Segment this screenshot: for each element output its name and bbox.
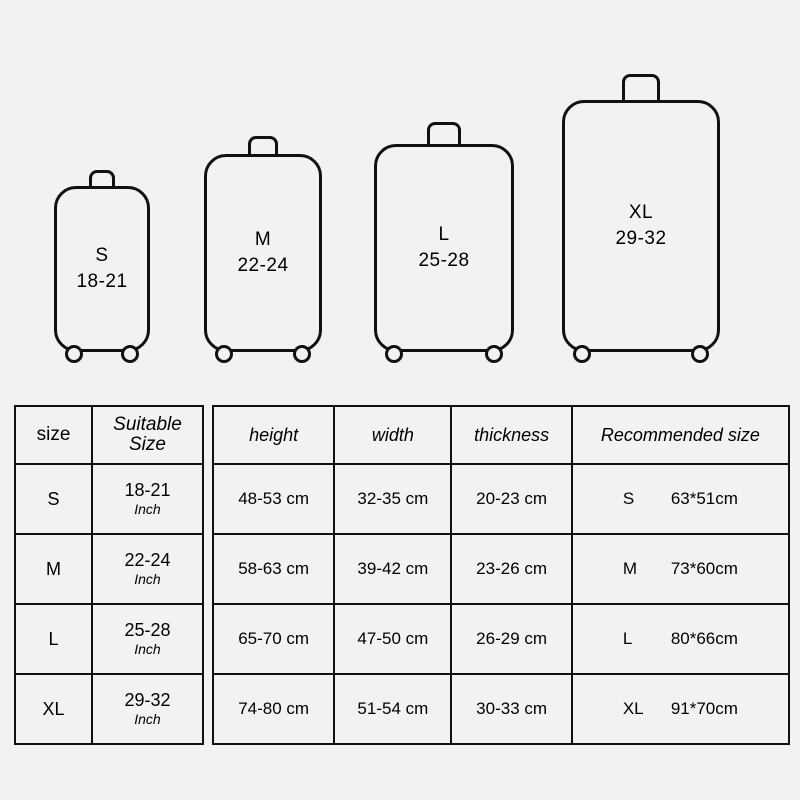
cell-inches-unit: Inch bbox=[134, 640, 161, 657]
table-row bbox=[15, 464, 203, 534]
suitcase-body-xl bbox=[562, 100, 720, 352]
cell-inches-unit: Inch bbox=[134, 710, 161, 727]
suitcase-label-m: M bbox=[254, 229, 272, 251]
suitcase-body-l bbox=[374, 144, 514, 352]
wheel-icon bbox=[573, 345, 591, 363]
header-suitable-size: Suitable Size bbox=[92, 406, 203, 464]
header-thickness: thickness bbox=[451, 406, 571, 464]
suitcase-range-xl: 29-32 bbox=[615, 228, 667, 249]
cell-recommended bbox=[572, 604, 789, 674]
suitcase-m bbox=[204, 154, 322, 352]
cell-height: 48-53 cm bbox=[213, 464, 334, 534]
wheel-icon bbox=[121, 345, 139, 363]
cell-recommended bbox=[572, 674, 789, 744]
cell-recommended-value: 63*51cm bbox=[670, 489, 738, 508]
cell-inches-unit: Inch bbox=[134, 570, 161, 587]
cell-suitable-size bbox=[92, 464, 203, 534]
cell-recommended-value: 73*60cm bbox=[670, 559, 738, 578]
cell-inches-value: 18-21 bbox=[124, 479, 171, 500]
cell-width: 47-50 cm bbox=[334, 604, 451, 674]
wheel-icon bbox=[65, 345, 83, 363]
suitcase-range-l: 25-28 bbox=[418, 250, 470, 271]
cell-height: 74-80 cm bbox=[213, 674, 334, 744]
cell-width: 51-54 cm bbox=[334, 674, 451, 744]
cell-recommended-size: M bbox=[622, 559, 637, 578]
wheel-icon bbox=[293, 345, 311, 363]
table-header-row bbox=[15, 406, 203, 464]
cell-size: L bbox=[15, 604, 92, 674]
size-chart-tables bbox=[14, 405, 790, 745]
wheel-icon bbox=[485, 345, 503, 363]
suitcase-label-xl: XL bbox=[628, 202, 654, 224]
cell-inches-value: 29-32 bbox=[124, 689, 171, 710]
table-row bbox=[213, 674, 789, 744]
cell-recommended-value: 91*70cm bbox=[670, 699, 738, 718]
suitcase-xl bbox=[562, 100, 720, 352]
suitcase-range-m: 22-24 bbox=[237, 255, 289, 276]
suitcase-s bbox=[54, 186, 150, 352]
cell-size: S bbox=[15, 464, 92, 534]
suitcase-body-m bbox=[204, 154, 322, 352]
cell-recommended-size: S bbox=[622, 489, 635, 508]
table-row bbox=[15, 604, 203, 674]
suitcase-range-s: 18-21 bbox=[76, 271, 128, 292]
suitcase-label-s: S bbox=[95, 245, 109, 267]
cell-suitable-size bbox=[92, 674, 203, 744]
header-recommended-size: Recommended size bbox=[572, 406, 789, 464]
table-row bbox=[15, 674, 203, 744]
wheel-icon bbox=[215, 345, 233, 363]
size-table bbox=[14, 405, 204, 745]
suitcase-handle-icon bbox=[622, 74, 660, 100]
suitcase-handle-icon bbox=[427, 122, 461, 144]
suitcase-label-l: L bbox=[438, 224, 450, 246]
cell-thickness: 20-23 cm bbox=[451, 464, 571, 534]
table-header-row bbox=[213, 406, 789, 464]
dimension-table bbox=[212, 405, 790, 745]
wheel-icon bbox=[385, 345, 403, 363]
suitcase-l bbox=[374, 144, 514, 352]
cell-recommended-size: L bbox=[622, 629, 633, 648]
cell-recommended bbox=[572, 464, 789, 534]
suitcase-body-s bbox=[54, 186, 150, 352]
cell-inches-value: 25-28 bbox=[124, 619, 171, 640]
suitcase-handle-icon bbox=[89, 170, 115, 186]
cell-width: 32-35 cm bbox=[334, 464, 451, 534]
cell-inches-value: 22-24 bbox=[124, 549, 171, 570]
cell-thickness: 23-26 cm bbox=[451, 534, 571, 604]
table-row bbox=[213, 604, 789, 674]
table-row bbox=[213, 464, 789, 534]
cell-recommended-value: 80*66cm bbox=[670, 629, 738, 648]
cell-thickness: 26-29 cm bbox=[451, 604, 571, 674]
cell-recommended bbox=[572, 534, 789, 604]
cell-height: 65-70 cm bbox=[213, 604, 334, 674]
cell-suitable-size bbox=[92, 534, 203, 604]
header-size: size bbox=[15, 406, 92, 464]
cell-thickness: 30-33 cm bbox=[451, 674, 571, 744]
table-row bbox=[15, 534, 203, 604]
cell-recommended-size: XL bbox=[622, 699, 644, 718]
header-height: height bbox=[213, 406, 334, 464]
cell-suitable-size bbox=[92, 604, 203, 674]
header-width: width bbox=[334, 406, 451, 464]
cell-height: 58-63 cm bbox=[213, 534, 334, 604]
cell-width: 39-42 cm bbox=[334, 534, 451, 604]
cell-inches-unit: Inch bbox=[134, 500, 161, 517]
cell-size: M bbox=[15, 534, 92, 604]
table-row bbox=[213, 534, 789, 604]
cell-size: XL bbox=[15, 674, 92, 744]
suitcase-handle-icon bbox=[248, 136, 278, 154]
wheel-icon bbox=[691, 345, 709, 363]
